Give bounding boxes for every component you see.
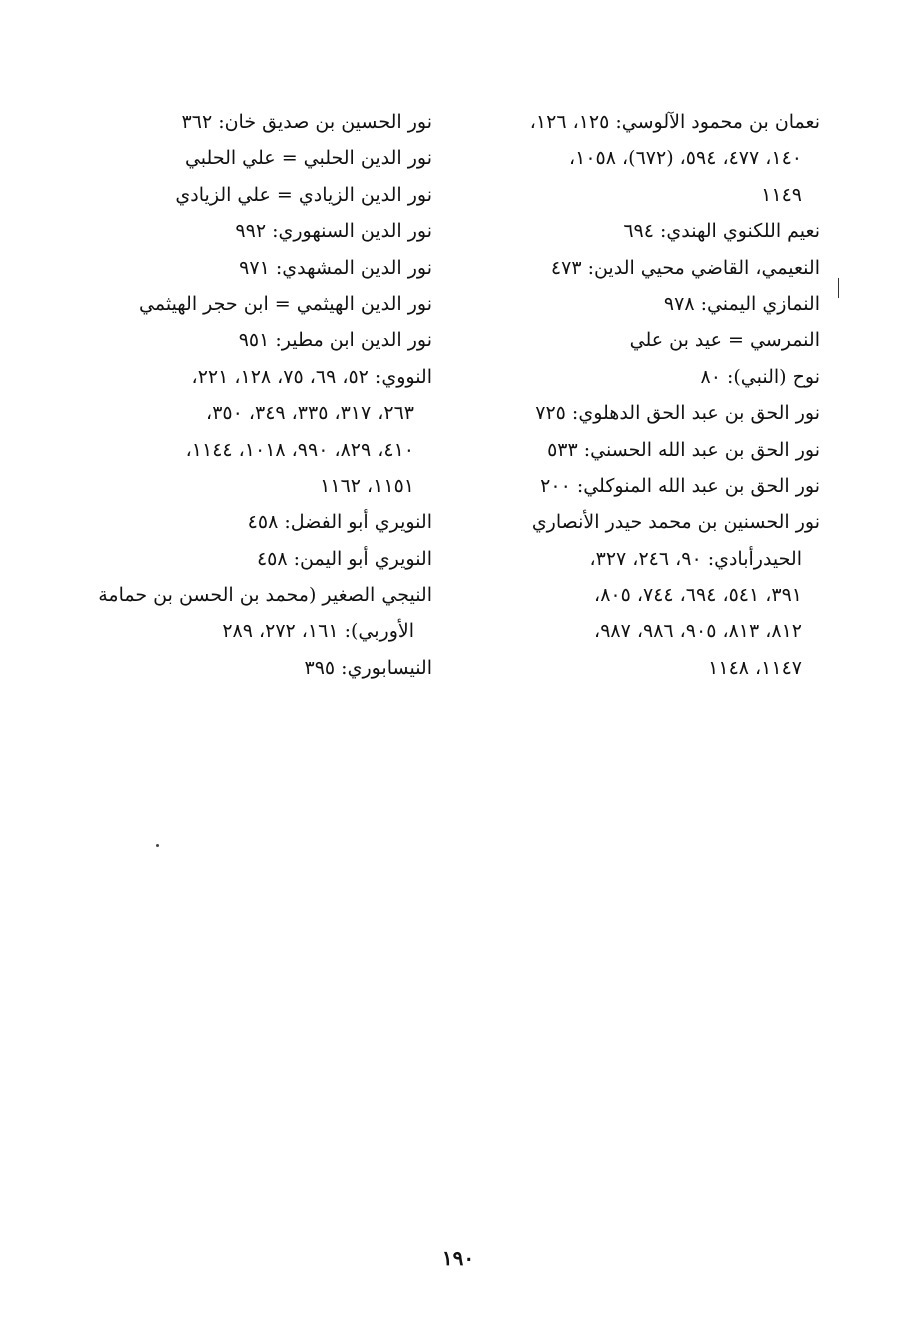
margin-mark — [838, 278, 839, 298]
index-entry: نور الحق بن عبد الحق الدهلوي: ٧٢٥ — [535, 402, 820, 425]
index-entry-continuation: ١١٥١، ١١٦٢ — [320, 474, 414, 497]
index-entry-continuation: ١١٤٧، ١١٤٨ — [708, 656, 802, 679]
index-column-right — [468, 104, 820, 686]
index-entry: النويري أبو اليمن: ٤٥٨ — [256, 547, 432, 570]
index-entry: نور الحق بن عبد الله الحسني: ٥٣٣ — [547, 438, 820, 461]
index-entry-continuation: ١٤٠، ٤٧٧، ٥٩٤، (٦٧٢)، ١٠٥٨، — [569, 147, 802, 170]
index-entry: نور الحسين بن صديق خان: ٣٦٢ — [181, 111, 432, 133]
page-number: ١٩٠ — [441, 1246, 475, 1270]
index-entry: نور الدين الزيادي = علي الزيادي — [175, 183, 432, 206]
index-entry: نور الدين السنهوري: ٩٩٢ — [235, 220, 432, 243]
index-entry-continuation: ٣٩١، ٥٤١، ٦٩٤، ٧٤٤، ٨٠٥، — [594, 584, 802, 607]
index-entry: نور الدين ابن مطير: ٩٥١ — [238, 329, 432, 352]
index-entry: النيسابوري: ٣٩٥ — [304, 656, 432, 679]
index-column-left — [80, 104, 432, 686]
index-entry-continuation: ٢٦٣، ٣١٧، ٣٣٥، ٣٤٩، ٣٥٠، — [206, 402, 414, 425]
index-entry: نور الحق بن عبد الله المنوكلي: ٢٠٠ — [540, 474, 820, 497]
index-entry: النيجي الصغير (محمد بن الحسن بن حمامة — [98, 584, 432, 607]
index-entry-continuation: الحيدرأبادي: ٩٠، ٢٤٦، ٣٢٧، — [589, 547, 802, 570]
index-entry: نعمان بن محمود الآلوسي: ١٢٥، ١٢٦، — [529, 111, 820, 133]
index-entry-continuation: الأوربي): ١٦١، ٢٧٢، ٢٨٩ — [222, 620, 414, 643]
index-entry: نور الدين الهيثمي = ابن حجر الهيثمي — [139, 292, 432, 315]
index-entry: نعيم اللكنوي الهندي: ٦٩٤ — [623, 220, 820, 243]
index-entry-continuation: ٨١٢، ٨١٣، ٩٠٥، ٩٨٦، ٩٨٧، — [594, 620, 802, 643]
scan-speck — [156, 844, 159, 847]
index-entry: نور الحسنين بن محمد حيدر الأنصاري — [531, 511, 820, 534]
index-entry: النعيمي، القاضي محيي الدين: ٤٧٣ — [550, 256, 820, 279]
index-entry-continuation: ٤١٠، ٨٢٩، ٩٩٠، ١٠١٨، ١١٤٤، — [185, 438, 414, 461]
index-entry-continuation: ١١٤٩ — [761, 183, 802, 206]
index-entry: النمرسي = عيد بن علي — [629, 329, 820, 352]
index-entry: نوح (النبي): ٨٠ — [700, 365, 820, 388]
index-entry: نور الدين المشهدي: ٩٧١ — [239, 256, 432, 279]
index-entry: النووي: ٥٢، ٦٩، ٧٥، ١٢٨، ٢٢١، — [191, 365, 432, 388]
index-entry: نور الدين الحلبي = علي الحلبي — [184, 147, 432, 170]
index-entry: النويري أبو الفضل: ٤٥٨ — [247, 511, 432, 534]
index-entry: النمازي اليمني: ٩٧٨ — [663, 292, 820, 315]
